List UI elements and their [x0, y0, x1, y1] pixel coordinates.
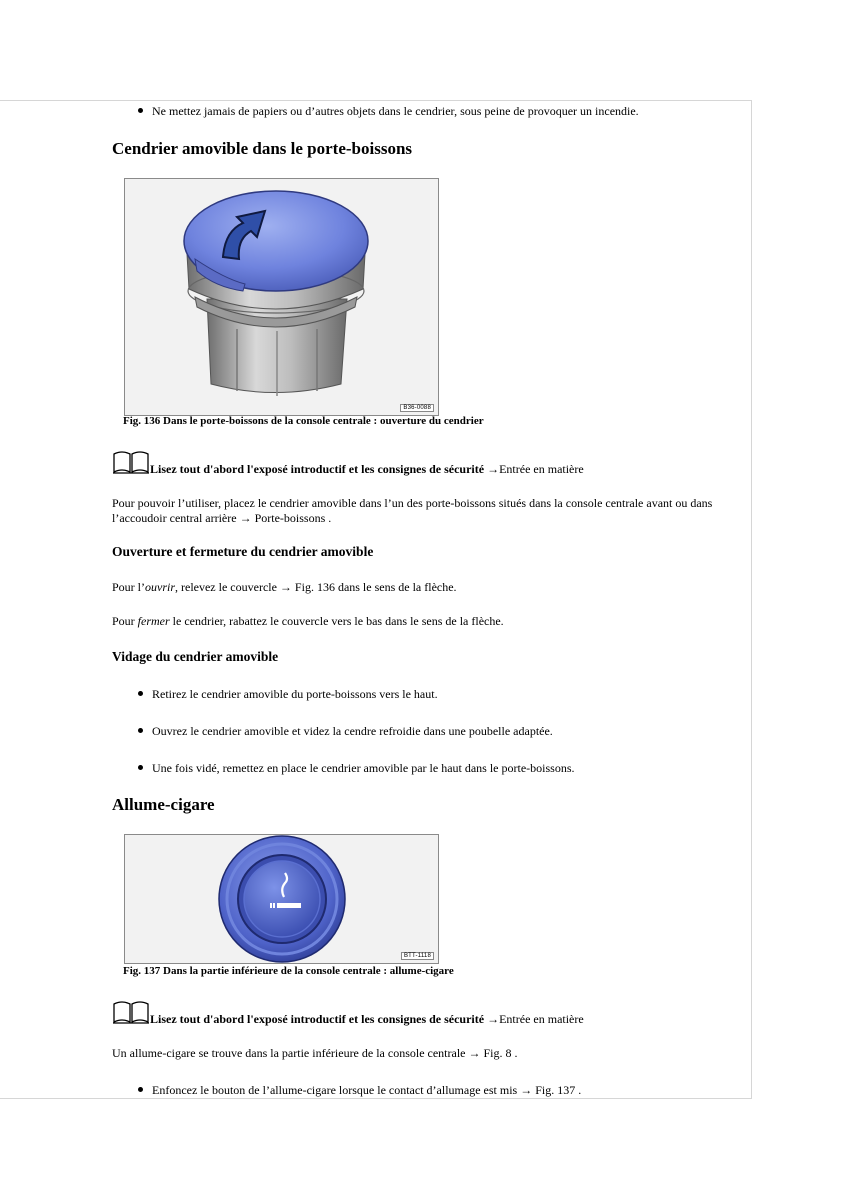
section-title-ashtray: Cendrier amovible dans le porte-boissons: [112, 139, 413, 158]
subsection-title-open-close: Ouverture et fermeture du cendrier amovible: [112, 544, 374, 559]
list-item-text: Ouvrez le cendrier amovible et videz la cendre refroidie dans une poubelle adaptée.: [152, 724, 553, 738]
subsection-title-emptying: Vidage du cendrier amovible: [112, 649, 279, 664]
list-item-text: Ne mettez jamais de papiers ou d’autres objets dans le cendrier, sous peine de provoquer un incendie.: [152, 104, 639, 118]
figure-caption: Fig. 137 Dans la partie inférieure de la console centrale : allume-cigare: [123, 965, 454, 977]
intro-line-2: l’accoudoir central arrière → Porte-boissons .: [112, 511, 332, 525]
safety-note-text: Lisez tout d'abord l'exposé introductif et les consignes de sécurité: [150, 1012, 485, 1026]
open-instruction: Pour l’ouvrir, relevez le couvercle → Fig. 136 dans le sens de la flèche.: [112, 580, 457, 594]
figure-code: BTT-1118: [401, 952, 434, 960]
list-item-text: Une fois vidé, remettez en place le cendrier amovible par le haut dans le porte-boissons.: [152, 761, 575, 775]
list-item-text: Enfoncez le bouton de l’allume-cigare lorsque le contact d’allumage est mis → Fig. 137 .: [152, 1083, 582, 1097]
figure-caption: Fig. 136 Dans le porte-boissons de la console centrale : ouverture du cendrier: [123, 415, 484, 427]
ashtray-illustration: [125, 179, 438, 415]
list-item-text: Retirez le cendrier amovible du porte-boissons vers le haut.: [152, 687, 438, 701]
list-item: [152, 724, 553, 738]
list-item: [152, 104, 639, 118]
figure-137-cigarette-lighter: [124, 834, 439, 964]
figure-136-ashtray: [124, 178, 439, 416]
safety-note-text: Lisez tout d'abord l'exposé introductif et les consignes de sécurité: [150, 462, 485, 476]
safety-note-link[interactable]: →Entrée en matière: [487, 462, 584, 476]
bullet-dot: [138, 728, 143, 733]
list-item: [152, 761, 575, 775]
safety-note: [150, 462, 584, 477]
safety-note: [150, 1012, 584, 1027]
close-instruction: Pour fermer le cendrier, rabattez le couvercle vers le bas dans le sens de la flèche.: [112, 614, 504, 628]
safety-note-link[interactable]: →Entrée en matière: [487, 1012, 584, 1026]
figure-code: B36-0088: [400, 404, 434, 412]
bullet-dot: [138, 1087, 143, 1092]
intro-line-1: Pour pouvoir l’utiliser, placez le cendrier amovible dans l’un des porte-boissons situés dans la console centrale avant ou dans: [112, 496, 713, 510]
lighter-intro: Un allume-cigare se trouve dans la partie inférieure de la console centrale → Fig. 8 .: [112, 1046, 518, 1060]
cigarette-lighter-illustration: [125, 835, 438, 963]
bullet-dot: [138, 108, 143, 113]
bullet-dot: [138, 691, 143, 696]
list-item: [152, 687, 438, 701]
book-icon: [112, 1000, 150, 1024]
list-item: [152, 1083, 581, 1097]
book-icon: [112, 450, 150, 474]
bullet-dot: [138, 765, 143, 770]
section-title-cigarette-lighter: Allume-cigare: [112, 795, 215, 814]
